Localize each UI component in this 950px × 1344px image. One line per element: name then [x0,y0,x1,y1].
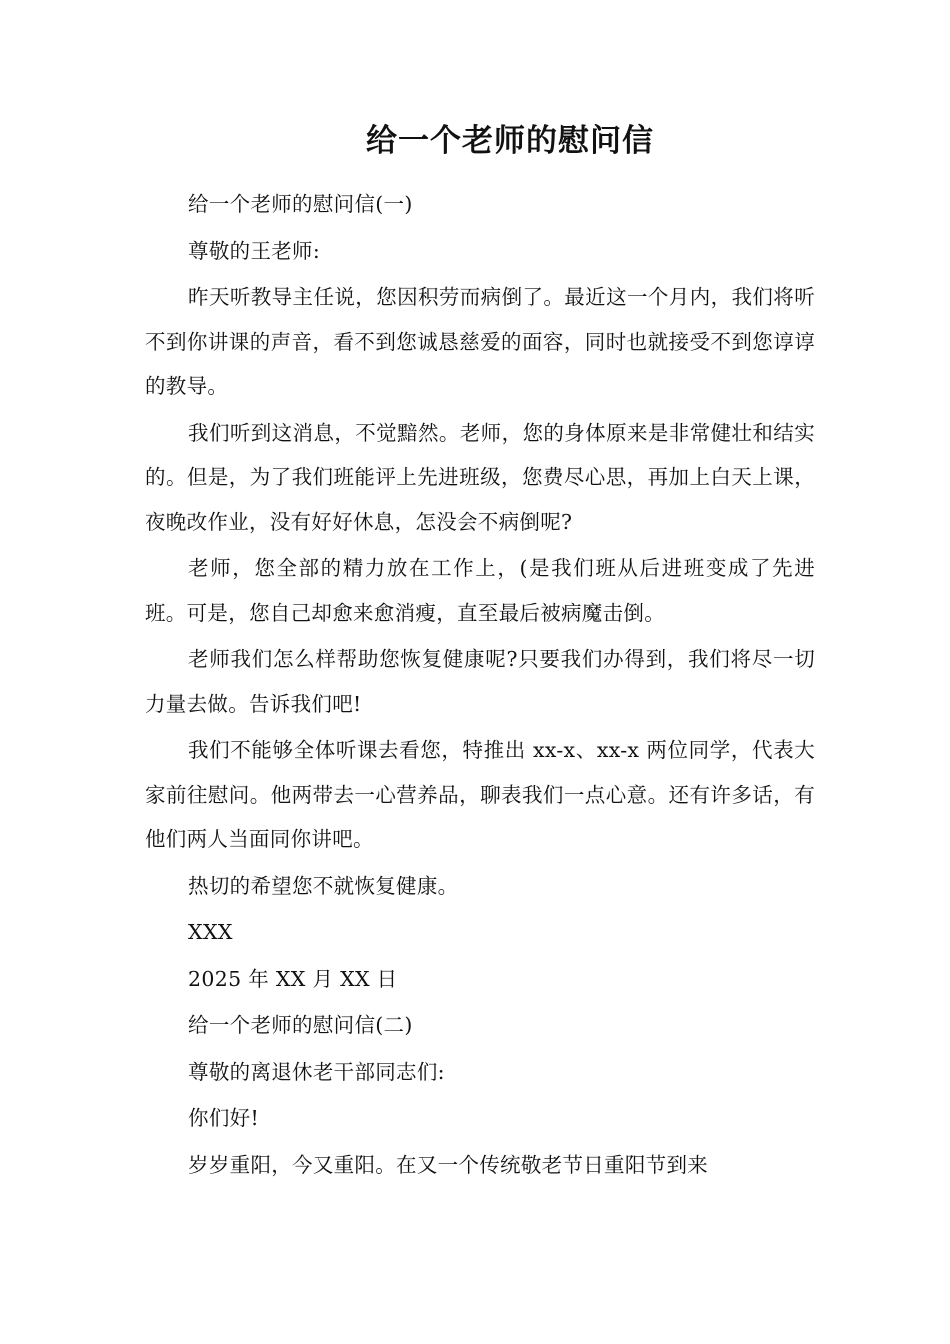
body-paragraph: 岁岁重阳，今又重阳。在又一个传统敬老节日重阳节到来 [188,1152,709,1177]
document-body [145,182,815,1189]
body-paragraph: 我们听到这消息，不觉黯然。老师，您的身体原来是非常健壮和结实的。但是，为了我们班能评上先进班级，您费尽心思，再加上白天上课，夜晚改作业，没有好好休息，怎没会不病倒呢? [145,420,815,534]
document-title: 给一个老师的慰问信 [366,123,654,159]
body-paragraph: 老师，您全部的精力放在工作上，(是我们班从后进班变成了先进班。可是，您自己却愈来愈消瘦，直至最后被病魔击倒。 [145,556,815,625]
section-heading-1: 给一个老师的慰问信(一) [188,192,413,216]
body-paragraph: 我们不能够全体听课去看您，特推出 xx-x、xx-x 两位同学，代表大家前往慰问。他两带去一心营养品，聊表我们一点心意。还有许多话，有他们两人当面同你讲吧。 [145,738,815,851]
date-line: 2025 年 XX 月 XX 日 [188,966,398,991]
signature: XXX [188,920,233,944]
salutation: 尊敬的离退休老干部同志们: [188,1059,445,1084]
section-heading-2: 给一个老师的慰问信(二) [188,1013,413,1037]
greeting: 你们好! [188,1106,259,1130]
body-paragraph: 昨天听教导主任说，您因积劳而病倒了。最近这一个月内，我们将听不到你讲课的声音，看不到您诚恳慈爱的面容，同时也就接受不到您谆谆的教导。 [145,285,815,398]
body-paragraph: 老师我们怎么样帮助您恢复健康呢?只要我们办得到，我们将尽一切力量去做。告诉我们吧! [145,647,815,716]
salutation: 尊敬的王老师: [188,238,321,263]
closing-line: 热切的希望您不就恢复健康。 [188,873,459,898]
